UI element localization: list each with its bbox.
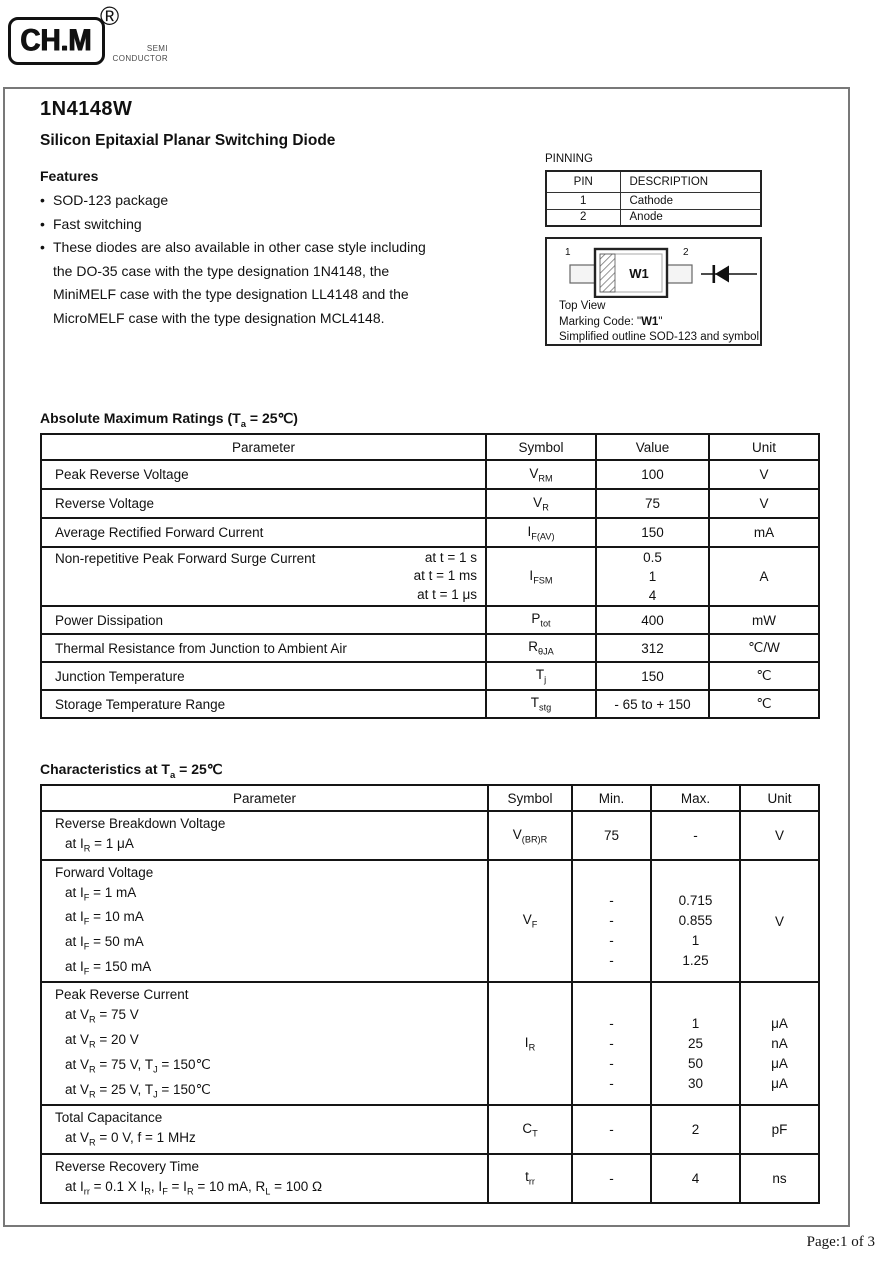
amr-row-4 [41, 606, 819, 634]
pin2-label: 2 [683, 247, 689, 258]
amr-col-value: Value [596, 434, 709, 460]
value-line: - [609, 933, 614, 949]
char-parameter-cell [41, 860, 488, 983]
amr-parameter-cell: Storage Temperature Range [41, 690, 486, 718]
feature-item-1: • SOD-123 package [40, 189, 432, 213]
char-col-unit: Unit [740, 785, 819, 811]
pinning-col-pin: PIN [546, 171, 620, 192]
parameter-title: Reverse Recovery Time [55, 1158, 200, 1174]
value-line: μA [771, 1015, 788, 1031]
amr-value-cell: 75 [596, 489, 709, 518]
pinning-table-container [545, 170, 762, 227]
pinning-row-2 [546, 209, 761, 226]
value-line: 1.25 [682, 953, 709, 969]
condition-line: at $V_R = 20$ V [65, 1032, 139, 1050]
condition-line: at $I_F = 10$ mA [65, 909, 144, 928]
amr-unit-cell: mA [709, 518, 819, 547]
value-line: μA [771, 1055, 788, 1071]
amr-parameter-cell: Average Rectified Forward Current [41, 518, 486, 547]
amr-symbol-cell: $P_{tot}$ [486, 606, 596, 634]
value-line: 30 [687, 1075, 704, 1091]
package-drawing [553, 242, 758, 298]
char-min-cell: 75 [572, 811, 651, 860]
feature-item-2: • Fast switching [40, 213, 432, 237]
amr-header-row [41, 434, 819, 460]
caption-top-view: Top View [559, 300, 606, 312]
amr-unit-cell: V [709, 489, 819, 518]
amr-parameter-cell: Power Dissipation [41, 606, 486, 634]
marking-code-text: W1 [629, 266, 649, 281]
condition-line: at $V_R = 0$ V, f = 1 MHz [65, 1130, 196, 1148]
condition-stack [414, 549, 481, 605]
amr-unit-cell: A [709, 547, 819, 606]
parameter-title: Reverse Breakdown Voltage [55, 816, 226, 831]
amr-unit-cell: V [709, 460, 819, 489]
char-row-4 [41, 1154, 819, 1203]
value-line: - [609, 953, 614, 969]
condition-line: at $I_F = 50$ mA [65, 934, 144, 952]
amr-row-3 [41, 547, 819, 606]
brand-tagline [110, 44, 168, 64]
tagline-line-1: SEMI [146, 44, 168, 53]
char-col-symbol: Symbol [488, 785, 572, 811]
amr-row-5 [41, 634, 819, 662]
char-row-0 [41, 811, 819, 860]
value-line: - [609, 1035, 614, 1051]
pinning-heading: PINNING [545, 153, 593, 165]
value-line: - [609, 1015, 614, 1031]
pin-description: Cathode [620, 192, 761, 209]
amr-unit-cell: mW [709, 606, 819, 634]
condition-line: at t = 1 s [424, 549, 477, 565]
feature-item-3: • These diodes are also available in other case style including the DO-35 case with the type designation 1N4148, the MiniMELF case with the type designation LL4148 and the MicroMELF case with the type designation MCL4148. [40, 236, 432, 330]
characteristics-heading: Characteristics at $T_a$ = 25℃ [40, 761, 223, 781]
features-heading: Features [40, 168, 99, 184]
char-unit-cell: ns [740, 1154, 819, 1203]
amr-row-6 [41, 662, 819, 690]
char-min-cell [572, 982, 651, 1105]
amr-table-container [40, 433, 820, 719]
condition-line: at $V_R = 75$ V [65, 1007, 139, 1026]
amr-table [40, 433, 820, 719]
brand-name: CH.M [20, 23, 93, 58]
parameter-with-conditions [55, 549, 481, 605]
amr-symbol-cell: $V_R$ [486, 489, 596, 518]
char-header-row [41, 785, 819, 811]
amr-value-cell: 150 [596, 662, 709, 690]
amr-symbol-cell: $I_{F(AV)}$ [486, 518, 596, 547]
tagline-line-2: CONDUCTOR [112, 54, 168, 63]
amr-col-unit: Unit [709, 434, 819, 460]
char-unit-cell: V [740, 811, 819, 860]
char-parameter-cell [41, 811, 488, 860]
value-line: 50 [687, 1055, 704, 1071]
amr-value-cell: - 65 to + 150 [596, 690, 709, 718]
char-min-cell: - [572, 1105, 651, 1154]
condition-line: at t = 1 μs [417, 586, 477, 602]
amr-value-cell: 100 [596, 460, 709, 489]
parameter-title: Peak Reverse Current [55, 987, 189, 1003]
amr-parameter-cell: Thermal Resistance from Junction to Ambient Air [41, 634, 486, 662]
brand-logo [8, 17, 105, 65]
value-line: nA [771, 1035, 788, 1051]
char-min-cell [572, 860, 651, 983]
subtitle: Silicon Epitaxial Planar Switching Diode [40, 132, 336, 149]
pinning-header-row [546, 171, 761, 192]
value-line: 0.715 [678, 893, 713, 909]
condition-line: at $V_R = 25$ V, $T_J$ = 150℃ [65, 1081, 211, 1100]
char-row-3 [41, 1105, 819, 1154]
pin1-label: 1 [565, 247, 571, 258]
amr-symbol-cell: $T_{stg}$ [486, 690, 596, 718]
value-line: 0.5 [643, 549, 662, 565]
condition-line: at t = 1 ms [413, 568, 477, 584]
page-number: Page:1 of 3 [806, 1234, 875, 1250]
pin-description: Anode [620, 209, 761, 226]
char-symbol-cell: $I_R$ [488, 982, 572, 1105]
parameter-title: Total Capacitance [55, 1110, 163, 1126]
char-symbol-cell: $C_T$ [488, 1105, 572, 1154]
characteristics-table [40, 784, 820, 1204]
amr-unit-cell: ℃/W [709, 634, 819, 662]
pinning-row-1 [546, 192, 761, 209]
char-unit-cell: V [740, 860, 819, 983]
condition-line: at $I_F = 150$ mA [65, 958, 152, 977]
value-line: - [609, 1075, 614, 1091]
parameter-title: Non-repetitive Peak Forward Surge Current [55, 550, 316, 566]
amr-unit-cell: ℃ [709, 662, 819, 690]
condition-line: at $I_R = 1$ μA [65, 836, 134, 854]
pin2-lead [667, 265, 692, 283]
char-min-cell: - [572, 1154, 651, 1203]
amr-symbol-cell: $I_{FSM}$ [486, 547, 596, 606]
amr-value-cell: 312 [596, 634, 709, 662]
amr-symbol-cell: $V_{RM}$ [486, 460, 596, 489]
char-parameter-cell [41, 1105, 488, 1154]
amr-row-2 [41, 518, 819, 547]
char-table-body [41, 811, 819, 1203]
char-max-cell [651, 860, 740, 983]
amr-parameter-cell: Junction Temperature [41, 662, 486, 690]
amr-heading: Absolute Maximum Ratings ($T_a$ = 25℃) [40, 410, 298, 430]
amr-row-1 [41, 489, 819, 518]
value-line: μA [771, 1075, 788, 1091]
char-symbol-cell: $V_{(BR)R}$ [488, 811, 572, 860]
amr-unit-cell: ℃ [709, 690, 819, 718]
parameter-title: Forward Voltage [55, 864, 154, 880]
char-max-cell: 2 [651, 1105, 740, 1154]
pinning-table [545, 170, 762, 227]
char-symbol-cell: $t_{rr}$ [488, 1154, 572, 1203]
package-outline-figure [545, 237, 762, 346]
value-line: - [609, 893, 614, 909]
amr-parameter-cell: Reverse Voltage [41, 489, 486, 518]
char-row-1 [41, 860, 819, 983]
value-line: 25 [687, 1035, 704, 1051]
amr-value-cell: 150 [596, 518, 709, 547]
char-max-cell: - [651, 811, 740, 860]
char-col-parameter: Parameter [41, 785, 488, 811]
amr-value-cell [596, 547, 709, 606]
amr-col-symbol: Symbol [486, 434, 596, 460]
characteristics-table-container [40, 784, 820, 1204]
value-line: - [609, 1055, 614, 1071]
char-parameter-cell [41, 1154, 488, 1203]
value-line: 1 [691, 933, 700, 949]
char-parameter-cell [41, 982, 488, 1105]
char-unit-cell: pF [740, 1105, 819, 1154]
amr-row-0 [41, 460, 819, 489]
pin-number: 2 [546, 209, 620, 226]
char-row-2 [41, 982, 819, 1105]
condition-line: at $V_R = 75$ V, $T_J$ = 150℃ [65, 1056, 211, 1075]
amr-col-parameter: Parameter [41, 434, 486, 460]
value-line: 0.855 [678, 913, 713, 929]
amr-parameter-cell [41, 547, 486, 606]
caption-outline: Simplified outline SOD-123 and symbol [559, 331, 760, 343]
amr-symbol-cell: $T_j$ [486, 662, 596, 690]
caption-marking-code: Marking Code: "W1" [559, 315, 663, 328]
diode-symbol-icon [701, 265, 757, 283]
value-line: 4 [648, 587, 657, 603]
features-list [40, 189, 432, 330]
registered-trademark-icon: ® [100, 1, 120, 31]
amr-value-cell: 400 [596, 606, 709, 634]
pin-number: 1 [546, 192, 620, 209]
condition-line: at $I_{rr} = 0.1$ X $I_R$, $I_F = I_R = 10$ mA, $R_L = 100$ Ω [65, 1178, 323, 1197]
condition-line: at $I_F = 1$ mA [65, 884, 137, 903]
value-line: - [609, 913, 614, 929]
char-col-max: Max. [651, 785, 740, 811]
amr-table-body [41, 460, 819, 718]
char-max-cell [651, 982, 740, 1105]
char-unit-cell [740, 982, 819, 1105]
cathode-band-hatch [600, 254, 615, 292]
pinning-col-description: DESCRIPTION [620, 171, 761, 192]
page-title: 1N4148W [40, 98, 133, 120]
value-line: 1 [691, 1015, 700, 1031]
package-captions [559, 299, 759, 346]
amr-row-7 [41, 690, 819, 718]
char-col-min: Min. [572, 785, 651, 811]
amr-symbol-cell: $R_{\theta JA}$ [486, 634, 596, 662]
char-symbol-cell: $V_F$ [488, 860, 572, 983]
value-line: 1 [648, 568, 657, 584]
pin1-lead [570, 265, 595, 283]
amr-parameter-cell: Peak Reverse Voltage [41, 460, 486, 489]
char-max-cell: 4 [651, 1154, 740, 1203]
